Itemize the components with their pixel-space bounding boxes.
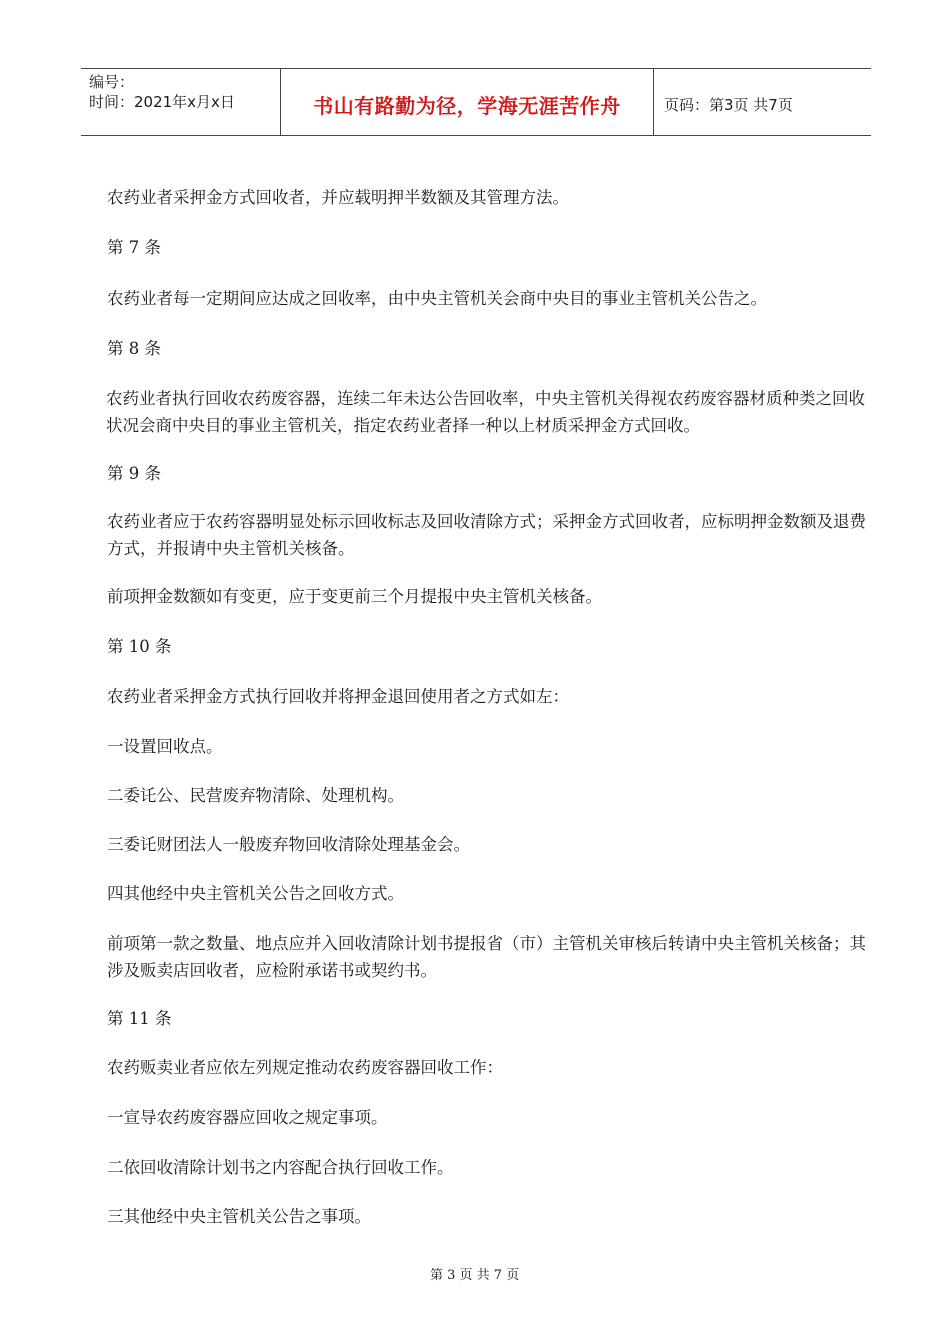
paragraph: 农药业者执行回收农药废容器，连续二年未达公告回收率，中央主管机关得视农药废容器材质种类之回收状况会商中央目的事业主管机关，指定农药业者择一种以上材质采押金方式回收。 xyxy=(106,389,865,435)
paragraph: 农药业者应于农药容器明显处标示回收标志及回收清除方式；采押金方式回收者，应标明押金数额及退费方式，并报请中央主管机关核备。 xyxy=(107,512,866,558)
paragraph: 农药业者采押金方式执行回收并将押金退回使用者之方式如左： xyxy=(107,687,569,706)
article-heading: 第 8 条 xyxy=(107,339,161,358)
page-footer xyxy=(0,1264,950,1283)
header-page-cell xyxy=(654,69,871,135)
header-page-info: 页码：第3页 共7页 xyxy=(664,95,793,114)
list-item: 一宣导农药废容器应回收之规定事项。 xyxy=(107,1108,388,1127)
paragraph: 农药业者采押金方式回收者，并应载明押半数额及其管理方法。 xyxy=(107,188,569,207)
header-motto-cell xyxy=(281,69,654,135)
page-header xyxy=(81,68,871,136)
header-motto: 书山有路勤为径，学海无涯苦作舟 xyxy=(313,93,621,118)
list-item: 四其他经中央主管机关公告之回收方式。 xyxy=(107,884,404,903)
paragraph: 前项押金数额如有变更，应于变更前三个月提报中央主管机关核备。 xyxy=(107,587,602,606)
article-heading: 第 7 条 xyxy=(107,238,161,257)
list-item: 三委讬财团法人一般废弃物回收清除处理基金会。 xyxy=(107,835,470,854)
list-item: 一设置回收点。 xyxy=(107,737,223,756)
paragraph: 前项第一款之数量、地点应并入回收清除计划书提报省（市）主管机关审核后转请中央主管机关核备；其涉及贩卖店回收者，应检附承诺书或契约书。 xyxy=(107,934,866,980)
document-number-label: 编号： xyxy=(89,73,135,91)
article-heading: 第 9 条 xyxy=(107,464,161,483)
list-item: 二依回收清除计划书之内容配合执行回收工作。 xyxy=(107,1158,454,1177)
paragraph: 农药贩卖业者应依左列规定推动农药废容器回收工作： xyxy=(107,1058,503,1077)
list-item: 三其他经中央主管机关公告之事项。 xyxy=(107,1207,371,1226)
footer-page-number: 第 3 页 共 7 页 xyxy=(430,1268,520,1283)
article-heading: 第 11 条 xyxy=(107,1009,172,1028)
header-meta-cell xyxy=(81,69,281,135)
document-time-label: 时间：2021年x月x日 xyxy=(89,93,235,111)
article-heading: 第 10 条 xyxy=(107,637,172,656)
list-item: 二委讬公、民营废弃物清除、处理机构。 xyxy=(107,786,404,805)
paragraph: 农药业者每一定期间应达成之回收率，由中央主管机关会商中央目的事业主管机关公告之。 xyxy=(107,289,767,308)
